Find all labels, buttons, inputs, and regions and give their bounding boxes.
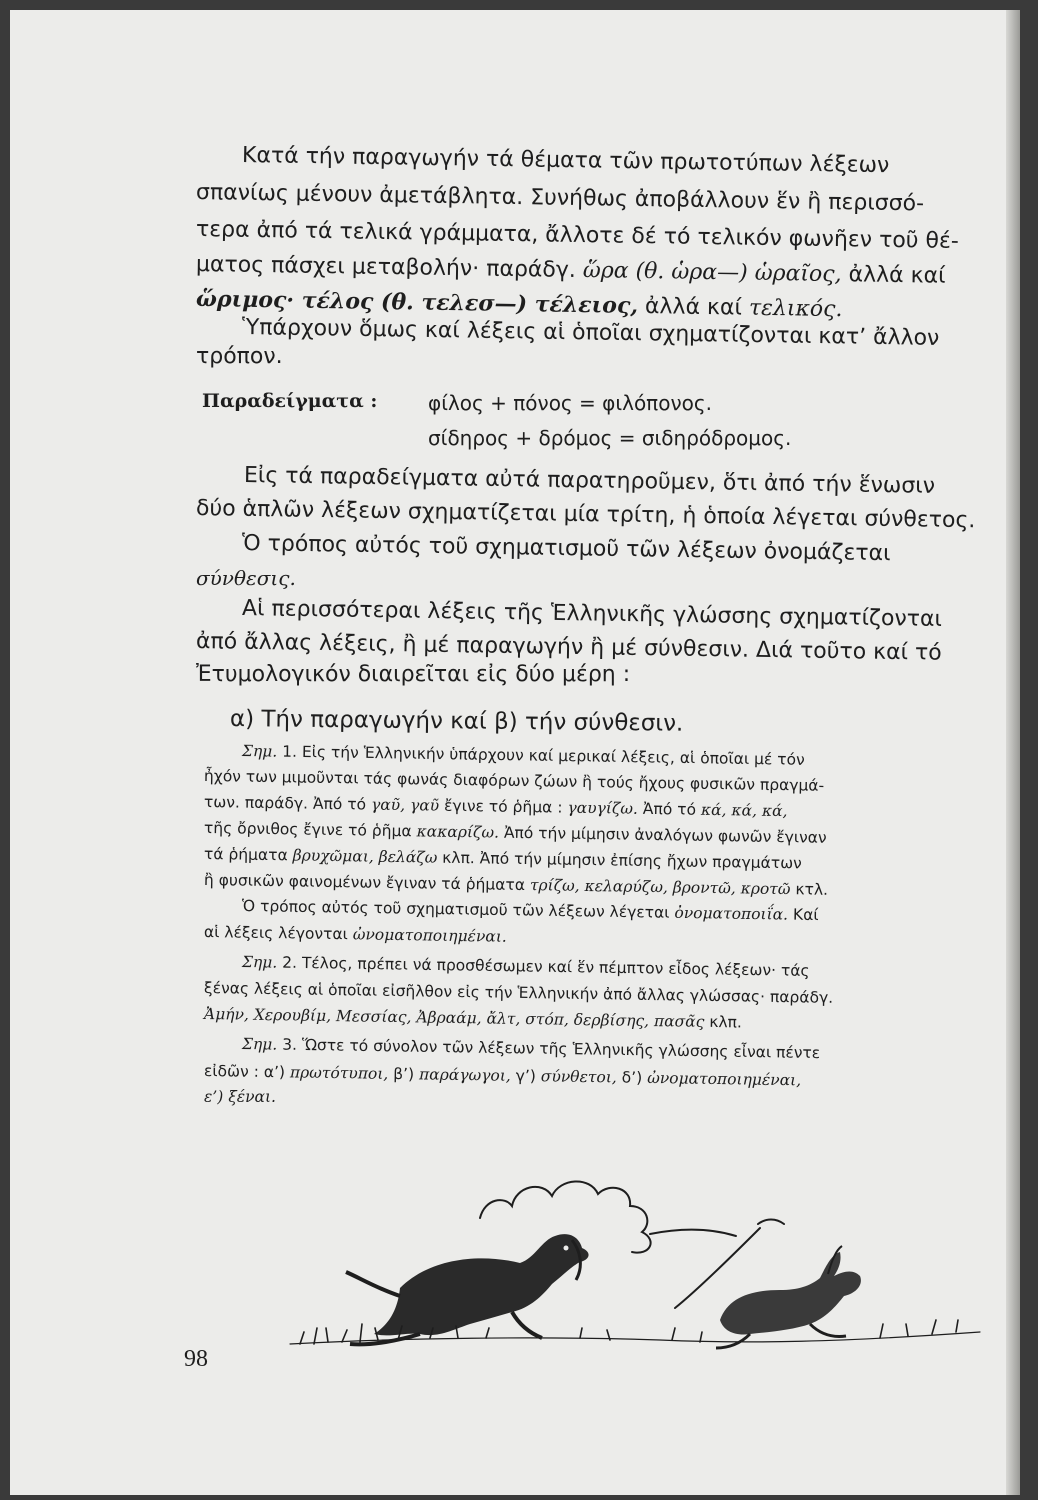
text-line: Κατά τήν παραγωγήν τά θέματα τῶν πρωτοτύπων λέξεων xyxy=(241,143,890,179)
note-line xyxy=(204,921,507,948)
italic-span: πρωτότυποι, xyxy=(289,1063,389,1083)
note-label: Σημ. xyxy=(241,1035,278,1054)
text-span: τά ῥήματα xyxy=(203,845,288,865)
text-span: 1. Εἰς τήν Ἑλληνικήν ὑπάρχουν καί μερικαί λέξεις, αἱ ὁποῖαι μέ τόν xyxy=(282,742,805,769)
hare-figure xyxy=(716,1246,861,1348)
italic-span: κακαρίζω. xyxy=(416,822,500,842)
italic-span: τρίζω, κελαρύζω, βροντῶ, κροτῶ xyxy=(529,876,791,899)
text-span: β’) xyxy=(393,1064,415,1084)
note-line xyxy=(204,1003,742,1033)
examples-label: Παραδείγματα : xyxy=(202,390,378,412)
italic-span: ὀνοματοποιΐα. xyxy=(674,903,789,924)
text-line: Ὁ τρόπος αὐτός τοῦ σχηματισμοῦ τῶν λέξεων ὀνομάζεται xyxy=(241,531,891,567)
flight-streak xyxy=(758,1220,784,1225)
text-line: ἀπό ἄλλας λέξεις, ἢ μέ παραγωγήν ἢ μέ σύνθεσιν. Διά τοῦτο καί τό xyxy=(195,629,942,666)
italic-span: βρυχῶμαι, βελάζω xyxy=(292,846,438,867)
text-span: ματος πάσχει μεταβολήν· παράδγ. xyxy=(195,252,577,283)
text-span: 3. Ὥστε τό σύνολον τῶν λέξεων τῆς Ἑλληνικῆς γλώσσης εἶναι πέντε xyxy=(282,1035,821,1063)
dog-figure xyxy=(346,1234,589,1344)
italic-span: τελικός. xyxy=(748,295,843,323)
text-span: δ’) xyxy=(621,1068,643,1087)
text-span: τῆς ὄρνιθος ἔγινε τό ῥῆμα xyxy=(203,819,412,841)
text-line: Αἱ περισσότεραι λέξεις τῆς Ἑλληνικῆς γλώσσης σχηματίζονται xyxy=(241,596,943,632)
text-span: 2. Τέλος, πρέπει νά προσθέσωμεν καί ἕν πέμπτον εἶδος λέξεων· τάς xyxy=(282,953,810,980)
dog-chasing-hare-illustration xyxy=(280,1148,1000,1363)
italic-span: σύνθετοι, xyxy=(540,1067,617,1087)
text-span: ἀλλά καί xyxy=(848,262,946,289)
italic-span: ὥριμος· τέλος (θ. τελεσ—) τέλειος, xyxy=(195,286,639,319)
text-line: α) Τήν παραγωγήν καί β) τήν σύνθεσιν. xyxy=(229,706,684,737)
text-line: Ὑπάρχουν ὅμως καί λέξεις αἱ ὁποῖαι σχηματίζονται κατ’ ἄλλον xyxy=(241,315,940,351)
text-span: Ἀπό τό xyxy=(642,799,697,819)
italic-span: κά, κά, κά, xyxy=(700,800,788,821)
text-span: αἱ λέξεις λέγονται xyxy=(203,923,349,944)
note-line: ξένας λέξεις αἱ ὁποῖαι εἰσῆλθον εἰς τήν Ἑλληνικήν ἀπό ἄλλας γλώσσας· παράδγ. xyxy=(203,979,834,1007)
text-span: Ἀπό τήν μίμησιν ἀναλόγων φωνῶν ἔγιναν xyxy=(503,823,827,847)
text-line: δύο ἁπλῶν λέξεων σχηματίζεται μία τρίτη, ἡ ὁποία λέγεται σύνθετος. xyxy=(195,496,976,534)
text-span: ἀλλά καί xyxy=(644,294,743,321)
text-line: Ἐτυμολογικόν διαιρεῖται εἰς δύο μέρη : xyxy=(196,662,631,687)
note-line xyxy=(242,951,810,982)
italic-span: ὠνοματοποιημέναι, xyxy=(647,1068,802,1090)
italic-span: γαυγίζω. xyxy=(567,798,639,818)
italic-line: σύνθεσις. xyxy=(196,566,296,590)
text-span: ἔγινε τό ῥῆμα : xyxy=(443,796,563,817)
page-spine-shadow xyxy=(1006,10,1020,1495)
example-line: σίδηρος + δρόμος = σιδηρόδρομος. xyxy=(428,426,792,450)
note-line: ἦχόν των μιμοῦνται τάς φωνάς διαφόρων ζώων ἢ τούς ἤχους φυσικῶν πραγμά- xyxy=(203,767,825,795)
note-label: Σημ. xyxy=(241,953,278,972)
text-span: κτλ. xyxy=(795,880,829,899)
motion-line xyxy=(650,1230,736,1236)
page-number: 98 xyxy=(184,1346,208,1372)
text-span: εἰδῶν : α’) xyxy=(203,1062,286,1082)
text-span: κλπ. xyxy=(709,1012,742,1032)
italic-span: παράγωγοι, xyxy=(418,1065,511,1085)
text-span: Καί xyxy=(792,905,819,925)
text-line: Εἰς τά παραδείγματα αὐτά παρατηροῦμεν, ὅτι ἀπό τήν ἕνωσιν xyxy=(243,463,936,499)
note-line: ε’) ξέναι. xyxy=(204,1088,276,1106)
text-span: ἢ φυσικῶν φαινομένων ἔγιναν τά ῥήματα xyxy=(203,871,526,895)
book-page xyxy=(10,10,1020,1495)
italic-span: ὠνοματοποιημέναι. xyxy=(352,925,507,946)
text-line: σπανίως μένουν ἀμετάβλητα. Συνήθως ἀποβάλλουν ἕν ἢ περισσό- xyxy=(195,180,925,217)
text-line xyxy=(196,251,946,291)
note-line xyxy=(204,1060,801,1091)
note-line xyxy=(242,1033,820,1064)
text-span: κλπ. Ἀπό τήν μίμησιν ἐπίσης ἤχων πραγμάτων xyxy=(442,848,802,873)
text-span: των. παράδγ. Ἀπό τό xyxy=(203,793,367,814)
italic-span: γαῦ, γαῦ xyxy=(370,795,440,815)
text-line: τρόπον. xyxy=(196,344,283,369)
note-label: Σημ. xyxy=(241,742,278,761)
italic-span: Ἀμήν, Χερουβίμ, Μεσσίας, Ἀβραάμ, ἄλτ, στόπ, δερβίσης, πασᾶς xyxy=(203,1005,705,1031)
note-line xyxy=(242,895,819,926)
text-span: Ὁ τρόπος αὐτός τοῦ σχηματισμοῦ τῶν λέξεων λέγεται xyxy=(241,897,670,922)
italic-span: ὥρα (θ. ὡρα—) ὡραῖος, xyxy=(582,258,842,288)
text-span: γ’) xyxy=(515,1066,537,1086)
example-line: φίλος + πόνος = φιλόπονος. xyxy=(428,391,712,415)
text-line: τερα ἀπό τά τελικά γράμματα, ἄλλοτε δέ τό τελικόν φωνῆεν τοῦ θέ- xyxy=(195,217,959,254)
